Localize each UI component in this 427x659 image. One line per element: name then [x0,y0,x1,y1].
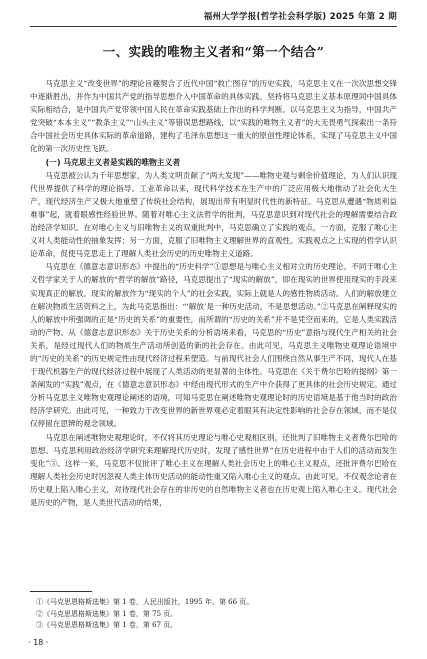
running-head: 福州大学学报(哲学社会科学版) 2025 年第 2 期 [203,12,397,22]
footnote: ②《马克思恩格斯选集》第 1 卷，第 75 页。 [36,609,178,618]
footnote: ①《马克思恩格斯选集》第 1 卷，人民出版社，1995 年，第 66 页。 [36,598,254,606]
paragraph: 马克思主义“改变世界”的理论旨趣契合了近代中国“救亡图存”的历史实践，马克思主义在一次次思想交锋中逐渐胜出，并作为中国共产党的指导思想介入中国革命的具体实践。坚持将马克思主义基本原理同中国具体实际相结合，是中国共产党带领中国人民在革命实践基础上作出的科学判断。以马克思主义为指导，中国共产党突破“本本主义”“教条主义”“山头主义”等错误思想路线，以“实践的唯物主义者”的大无畏勇气探索出一条符合中国社会历史具体实际的革命道路，建构了毛泽东思想这一重大的原创性理论体系，实现了马克思主义中国化的第一次历史性飞跃。 [30,79,397,154]
paragraph: 马克思被公认为千年思想家，为人类文明贡献了“两大发现”——唯物史观与剩余价值理论，为人们认识现代世界提供了科学的理论指导。工业革命以来，现代科学技术在生产中的广泛应用极大地推动了社会化大生产，现代经济生产又极大地重塑了传统社会结构，展现出带有明显时代性的新特征。马克思从遭遇“物质利益难事”起，就着眼感性经验世界。随着对唯心主义法哲学的批判，马克思意识到对现代社会的理解需要结合政治经济学知识。在对唯心主义与旧唯物主义的双重批判中，马克思确立了实践的观点，一方面，克服了唯心主义对人类能动性的抽象发挥；另一方面，克服了旧唯物主义理解世界的直观性。实践观点之上实现的哲学认识论革命，促使马克思走上了理解人类社会历史的历史唯物主义道路。 [30,170,397,259]
footnotes [36,597,397,632]
footnote-rule [30,591,92,592]
footnote: ③《马克思恩格斯选集》第 1 卷，第 67 页。 [36,621,178,629]
subsection-heading: (一) 马克思主义者是实践的唯物主义者 [45,157,181,167]
header-rule [30,26,397,27]
section-title: 一、实践的唯物主义者和“第一个结合” [102,44,325,59]
paragraph: 马克思在阐述唯物史观理论时，不仅将其历史理论与唯心史观相区别，还批判了旧唯物主义者费尔巴哈的思想。马克思利用政治经济学研究来理解现代历史时，发现了感性世界“在历史进程中由于人们的活动而发生变化”③。这样一来，马克思不仅批评了唯心主义在理解人类社会历史上的唯心主义观点，还批评费尔巴哈在理解人类社会历史时因忽视人类主体历史活动的能动性重又陷入唯心主义的观点。由此可见，不仅观念论者在历史观上陷入唯心主义，对待现代社会存在的非历史的自然唯物主义者也在历史观上陷入唯心主义。现代社会是历史的产物，是人类世代活动的结果， [30,432,397,507]
page-number: · 18 · [28,638,49,647]
body-text [30,77,397,509]
paragraph: 马克思在《德意志意识形态》中提出的“历史科学”①思想是与唯心主义相对立的历史理论。不同于唯心主义哲学家关于人的解放的“哲学的解放”路径，马克思提出了“现实的解放”，即在现实的世界使用现实的手段来实现真正的解放。现实的解放作为“现实的个人”的社会实践，实际上就是人的感性物质活动。人们的解放建立在解决物质生活资料之上，为此马克思指出：“‘解放’是一种历史活动，不是思想活动。”②马克思在阐释现实的人的解放中所强调的正是“历史的关系”的重要性，而所谓的“历史的关系”并不是凭空而来的，它是人类实践活动的产物。从《德意志意识形态》关于历史关系的分析语境来看，马克思的“历史”意指与现代生产相关的社会关系，是经过现代人们的物质生产活动所创造的新的社会存在。由此可见，马克思主义唯物史观理论语境中的“历史的关系”的历史规定性由现代经济过程来塑造。与前现代社会人们围绕自然从事生产不同，现代人在基于现代机器生产的现代经济过程中展现了人类活动的更显著的主体性。马克思在《关于费尔巴哈的提纲》第一条阐发的“实践”观点，在《德意志意识形态》中经由现代形式的生产中介获得了更具体的社会历史规定。通过分析马克思主义唯物史观理论阐述的语境，可知马克思在阐述唯物史观理论时的历史语境是基于他当时的政治经济学研究。由此可见，一种致力于改变世界的新世界观必定着眼其有决定性影响的社会存在领域，而不是仅仅停留在思辨的观念领域。 [30,262,397,429]
